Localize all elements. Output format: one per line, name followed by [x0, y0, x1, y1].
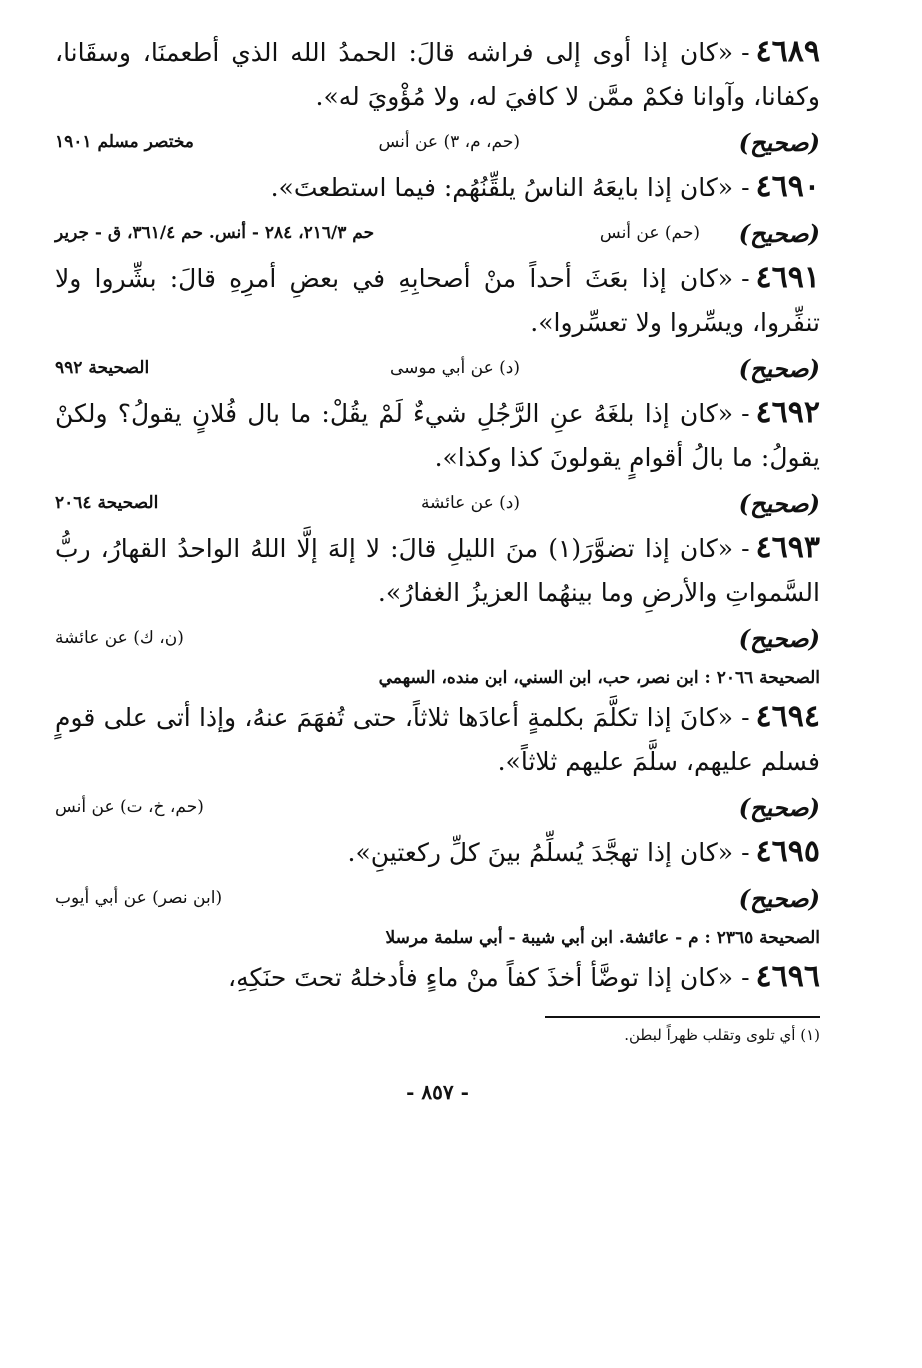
hadith-number: ٤٦٩٣ — [755, 530, 820, 565]
grade-label: (صحيح) — [738, 883, 820, 913]
hadith-body: «كانَ إذا تكلَّمَ بكلمةٍ أعادَها ثلاثاً، حتى تُفهَمَ عنهُ، وإذا أتى على قومٍ فسلم عليهم، سلَّمَ عليهم ثلاثاً». — [55, 703, 820, 776]
hadith-meta — [55, 875, 820, 921]
hadith-meta — [55, 480, 820, 526]
hadith-body: «كان إذا أوى إلى فراشه قالَ: الحمدُ الله الذي أطعمنَا، وسقَانا، وكفانا، وآوانا فكمْ ممَّن لا كافيَ له، ولا مُؤْويَ له». — [55, 38, 820, 111]
hadith-meta — [55, 345, 820, 391]
hadith-body: «كان إذا تضوَّرَ(١) منَ الليلِ قالَ: لا إلهَ إلَّا اللهُ الواحدُ القهارُ، ربُّ السَّمواتِ والأرضِ وما بينهُما العزيزُ الغفارُ». — [55, 534, 820, 607]
hadith-meta — [55, 119, 820, 165]
hadith-number: ٤٦٨٩ — [755, 34, 820, 69]
grade-label: (صحيح) — [738, 792, 820, 822]
grade-label: (صحيح) — [738, 623, 820, 653]
hadith-meta — [55, 210, 820, 256]
source-label: (حم) عن أنس — [599, 223, 700, 243]
hadith-body: «كان إذا توضَّأ أخذَ كفاً منْ ماءٍ فأدخلهُ تحتَ حنَكِهِ، — [228, 963, 734, 992]
grade-label: (صحيح) — [738, 488, 820, 518]
hadith-meta — [55, 615, 820, 661]
footnote-divider — [545, 1016, 820, 1018]
hadith-text: ٤٦٩١-«كان إذا بعَثَ أحداً منْ أصحابِهِ في بعضِ أمرِهِ قالَ: بشِّروا ولا تنفِّروا، ويسِّروا ولا تعسِّروا». — [55, 260, 820, 337]
hadith-entry-4693 — [55, 526, 820, 695]
hadith-number: ٤٦٩١ — [755, 260, 820, 295]
source-label: (د) عن أبي موسى — [389, 358, 520, 378]
book-page — [55, 30, 820, 1350]
hadith-entry-4694 — [55, 695, 820, 830]
hadith-entry-4695 — [55, 830, 820, 955]
hadith-text: ٤٦٩٠-«كان إذا بايعَهُ الناسُ يلقِّنُهُم: فيما استطعتَ». — [270, 169, 820, 204]
hadith-entry-4691 — [55, 256, 820, 391]
hadith-text: ٤٦٩٢-«كان إذا بلغَهُ عنِ الرَّجُلِ شيءٌ لَمْ يقُلْ: ما بال فُلانٍ يقولُ؟ ولكنْ يقولُ: ما بالُ أقوامٍ يقولونَ كذا وكذا». — [55, 395, 820, 472]
hadith-entry-4689 — [55, 30, 820, 165]
grade-label: (صحيح) — [738, 218, 820, 248]
hadith-number: ٤٦٩٠ — [755, 169, 820, 204]
hadith-body: «كان إذا بلغَهُ عنِ الرَّجُلِ شيءٌ لَمْ يقُلْ: ما بال فُلانٍ يقولُ؟ ولكنْ يقولُ: ما بالُ أقوامٍ يقولونَ كذا وكذا». — [55, 399, 820, 472]
hadith-body: «كان إذا بعَثَ أحداً منْ أصحابِهِ في بعضِ أمرِهِ قالَ: بشِّروا ولا تنفِّروا، ويسِّروا ولا تعسِّروا». — [55, 264, 820, 337]
hadith-number: ٤٦٩٥ — [755, 834, 820, 869]
footnote: (١) أي تلوى وتقلب ظهراً لبطن. — [624, 1026, 820, 1044]
grade-label: (صحيح) — [738, 127, 820, 157]
hadith-text: ٤٦٨٩-«كان إذا أوى إلى فراشه قالَ: الحمدُ الله الذي أطعمنَا، وسقَانا، وكفانا، وآوانا فكمْ ممَّن لا كافيَ له، ولا مُؤْويَ له». — [55, 34, 820, 111]
hadith-number: ٤٦٩٦ — [755, 959, 820, 994]
reference-line: الصحيحة ٢٠٦٦ : ابن نصر، حب، ابن السني، ابن منده، السهمي — [378, 668, 820, 688]
hadith-body: «كان إذا بايعَهُ الناسُ يلقِّنُهُم: فيما استطعتَ». — [270, 173, 734, 202]
hadith-number: ٤٦٩٢ — [755, 395, 820, 430]
hadith-meta — [55, 784, 820, 830]
hadith-number: ٤٦٩٤ — [755, 699, 820, 734]
hadith-text: ٤٦٩٣-«كان إذا تضوَّرَ(١) منَ الليلِ قالَ: لا إلهَ إلَّا اللهُ الواحدُ القهارُ، ربُّ السَّمواتِ والأرضِ وما بينهُما العزيزُ الغفارُ». — [55, 530, 820, 607]
reference-label: الصحيحة ٢٠٦٤ — [55, 493, 159, 513]
hadith-entry-4690 — [55, 165, 820, 256]
source-label: (ابن نصر) عن أبي أيوب — [55, 888, 223, 908]
source-label: (د) عن عائشة — [420, 493, 520, 513]
hadith-entry-4692 — [55, 391, 820, 526]
hadith-entry-4696 — [55, 955, 820, 1000]
reference-label: الصحيحة ٩٩٢ — [55, 358, 150, 378]
hadith-text: ٤٦٩٦-«كان إذا توضَّأ أخذَ كفاً منْ ماءٍ فأدخلهُ تحتَ حنَكِهِ، — [228, 959, 820, 994]
hadith-text: ٤٦٩٥-«كان إذا تهجَّدَ يُسلِّمُ بينَ كلِّ ركعتينِ». — [347, 834, 820, 869]
hadith-text: ٤٦٩٤-«كانَ إذا تكلَّمَ بكلمةٍ أعادَها ثلاثاً، حتى تُفهَمَ عنهُ، وإذا أتى على قومٍ فسلم عليهم، سلَّمَ عليهم ثلاثاً». — [55, 699, 820, 776]
source-label: (حم، م، ٣) عن أنس — [378, 132, 520, 152]
source-label: (حم، خ، ت) عن أنس — [55, 797, 204, 817]
source-label: (ن، ك) عن عائشة — [55, 628, 184, 648]
reference-label: حم ٢١٦/٣، ٢٨٤ - أنس. حم ٣٦١/٤، ق - جرير — [55, 223, 375, 243]
grade-label: (صحيح) — [738, 353, 820, 383]
hadith-body: «كان إذا تهجَّدَ يُسلِّمُ بينَ كلِّ ركعتينِ». — [347, 838, 734, 867]
reference-line: الصحيحة ٢٣٦٥ : م - عائشة. ابن أبي شيبة - أبي سلمة مرسلا — [385, 928, 820, 948]
reference-label: مختصر مسلم ١٩٠١ — [55, 132, 194, 152]
page-number: - ٨٥٧ - — [406, 1080, 469, 1104]
